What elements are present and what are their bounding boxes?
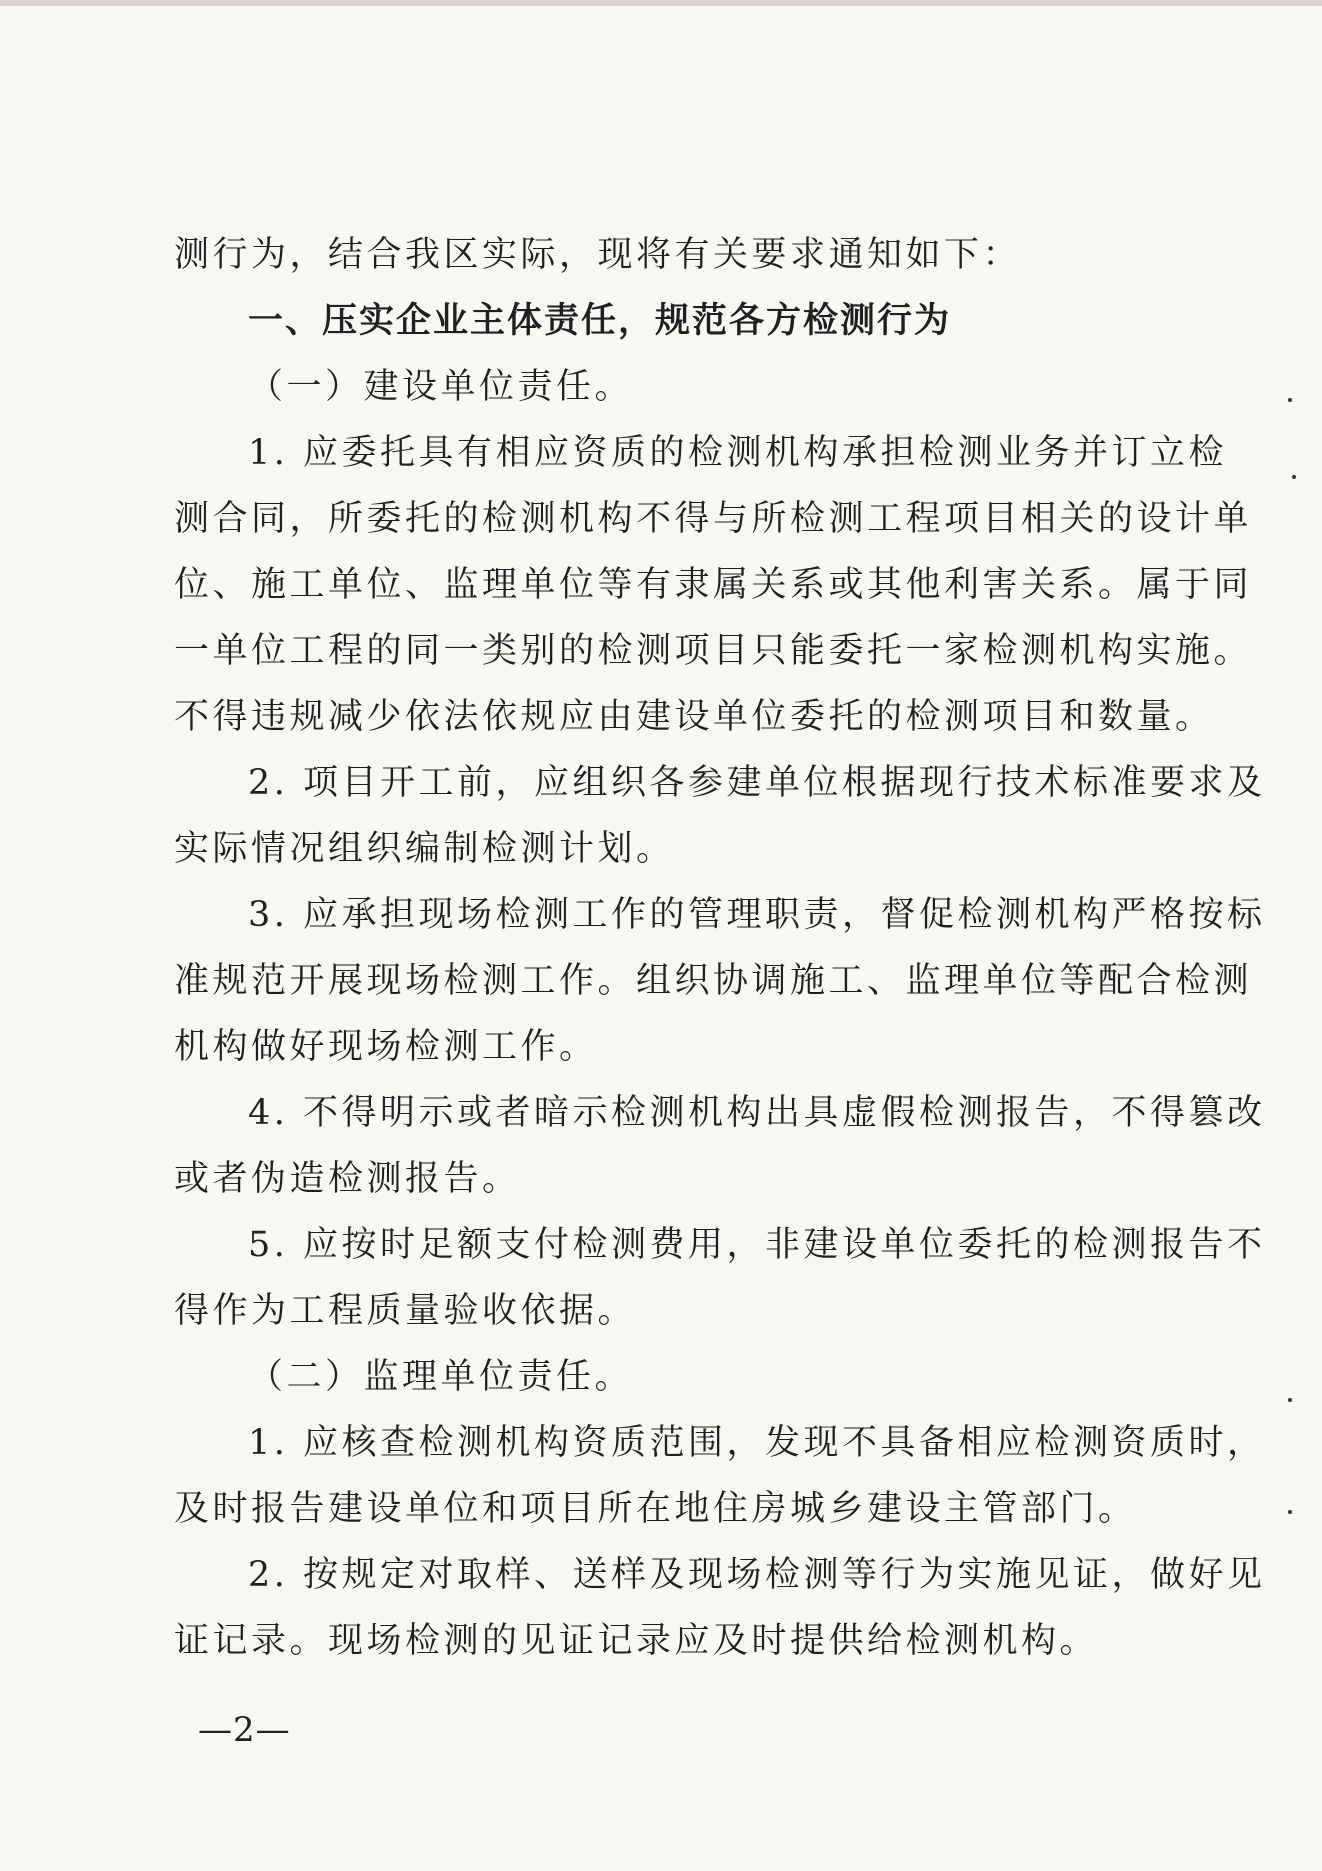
text-line: 证记录。现场检测的见证记录应及时提供给检测机构。 <box>174 1621 1099 1661</box>
text-line: 测合同，所委托的检测机构不得与所检测工程项目相关的设计单 <box>174 499 1253 539</box>
scan-speck <box>1288 1510 1292 1514</box>
text-line: 准规范开展现场检测工作。组织协调施工、监理单位等配合检测 <box>174 961 1253 1001</box>
text-line: 不得违规减少依法依规应由建设单位委托的检测项目和数量。 <box>174 697 1214 737</box>
text-line: 5. 应按时足额支付检测费用，非建设单位委托的检测报告不 <box>248 1225 1266 1265</box>
text-line: 测行为，结合我区实际，现将有关要求通知如下： <box>174 235 1022 275</box>
text-line: 及时报告建设单位和项目所在地住房城乡建设主管部门。 <box>174 1489 1137 1529</box>
subsection-heading: （二）监理单位责任。 <box>248 1357 634 1397</box>
text-line: 1. 应委托具有相应资质的检测机构承担检测业务并订立检 <box>248 433 1228 473</box>
page-number: —2— <box>198 1710 291 1750</box>
text-line: 4. 不得明示或者暗示检测机构出具虚假检测报告，不得篡改 <box>248 1093 1266 1133</box>
text-line: 位、施工单位、监理单位等有隶属关系或其他利害关系。属于同 <box>174 565 1253 605</box>
scan-speck <box>1288 398 1292 402</box>
scan-speck <box>1288 1398 1292 1402</box>
text-line: 得作为工程质量验收依据。 <box>174 1291 637 1331</box>
text-line: 机构做好现场检测工作。 <box>174 1027 598 1067</box>
document-body <box>174 222 1266 1674</box>
scan-edge <box>0 0 1322 6</box>
section-heading: 一、压实企业主体责任，规范各方检测行为 <box>248 301 952 341</box>
subsection-heading: （一）建设单位责任。 <box>248 367 634 407</box>
text-line: 2. 按规定对取样、送样及现场检测等行为实施见证，做好见 <box>248 1555 1266 1595</box>
text-line: 一单位工程的同一类别的检测项目只能委托一家检测机构实施。 <box>174 631 1253 671</box>
text-line: 1. 应核查检测机构资质范围，发现不具备相应检测资质时， <box>248 1423 1266 1463</box>
text-line: 或者伪造检测报告。 <box>174 1159 521 1199</box>
text-line: 3. 应承担现场检测工作的管理职责，督促检测机构严格按标 <box>248 895 1266 935</box>
text-line: 实际情况组织编制检测计划。 <box>174 829 675 869</box>
scan-speck <box>1292 475 1296 479</box>
text-line: 2. 项目开工前，应组织各参建单位根据现行技术标准要求及 <box>248 763 1266 803</box>
